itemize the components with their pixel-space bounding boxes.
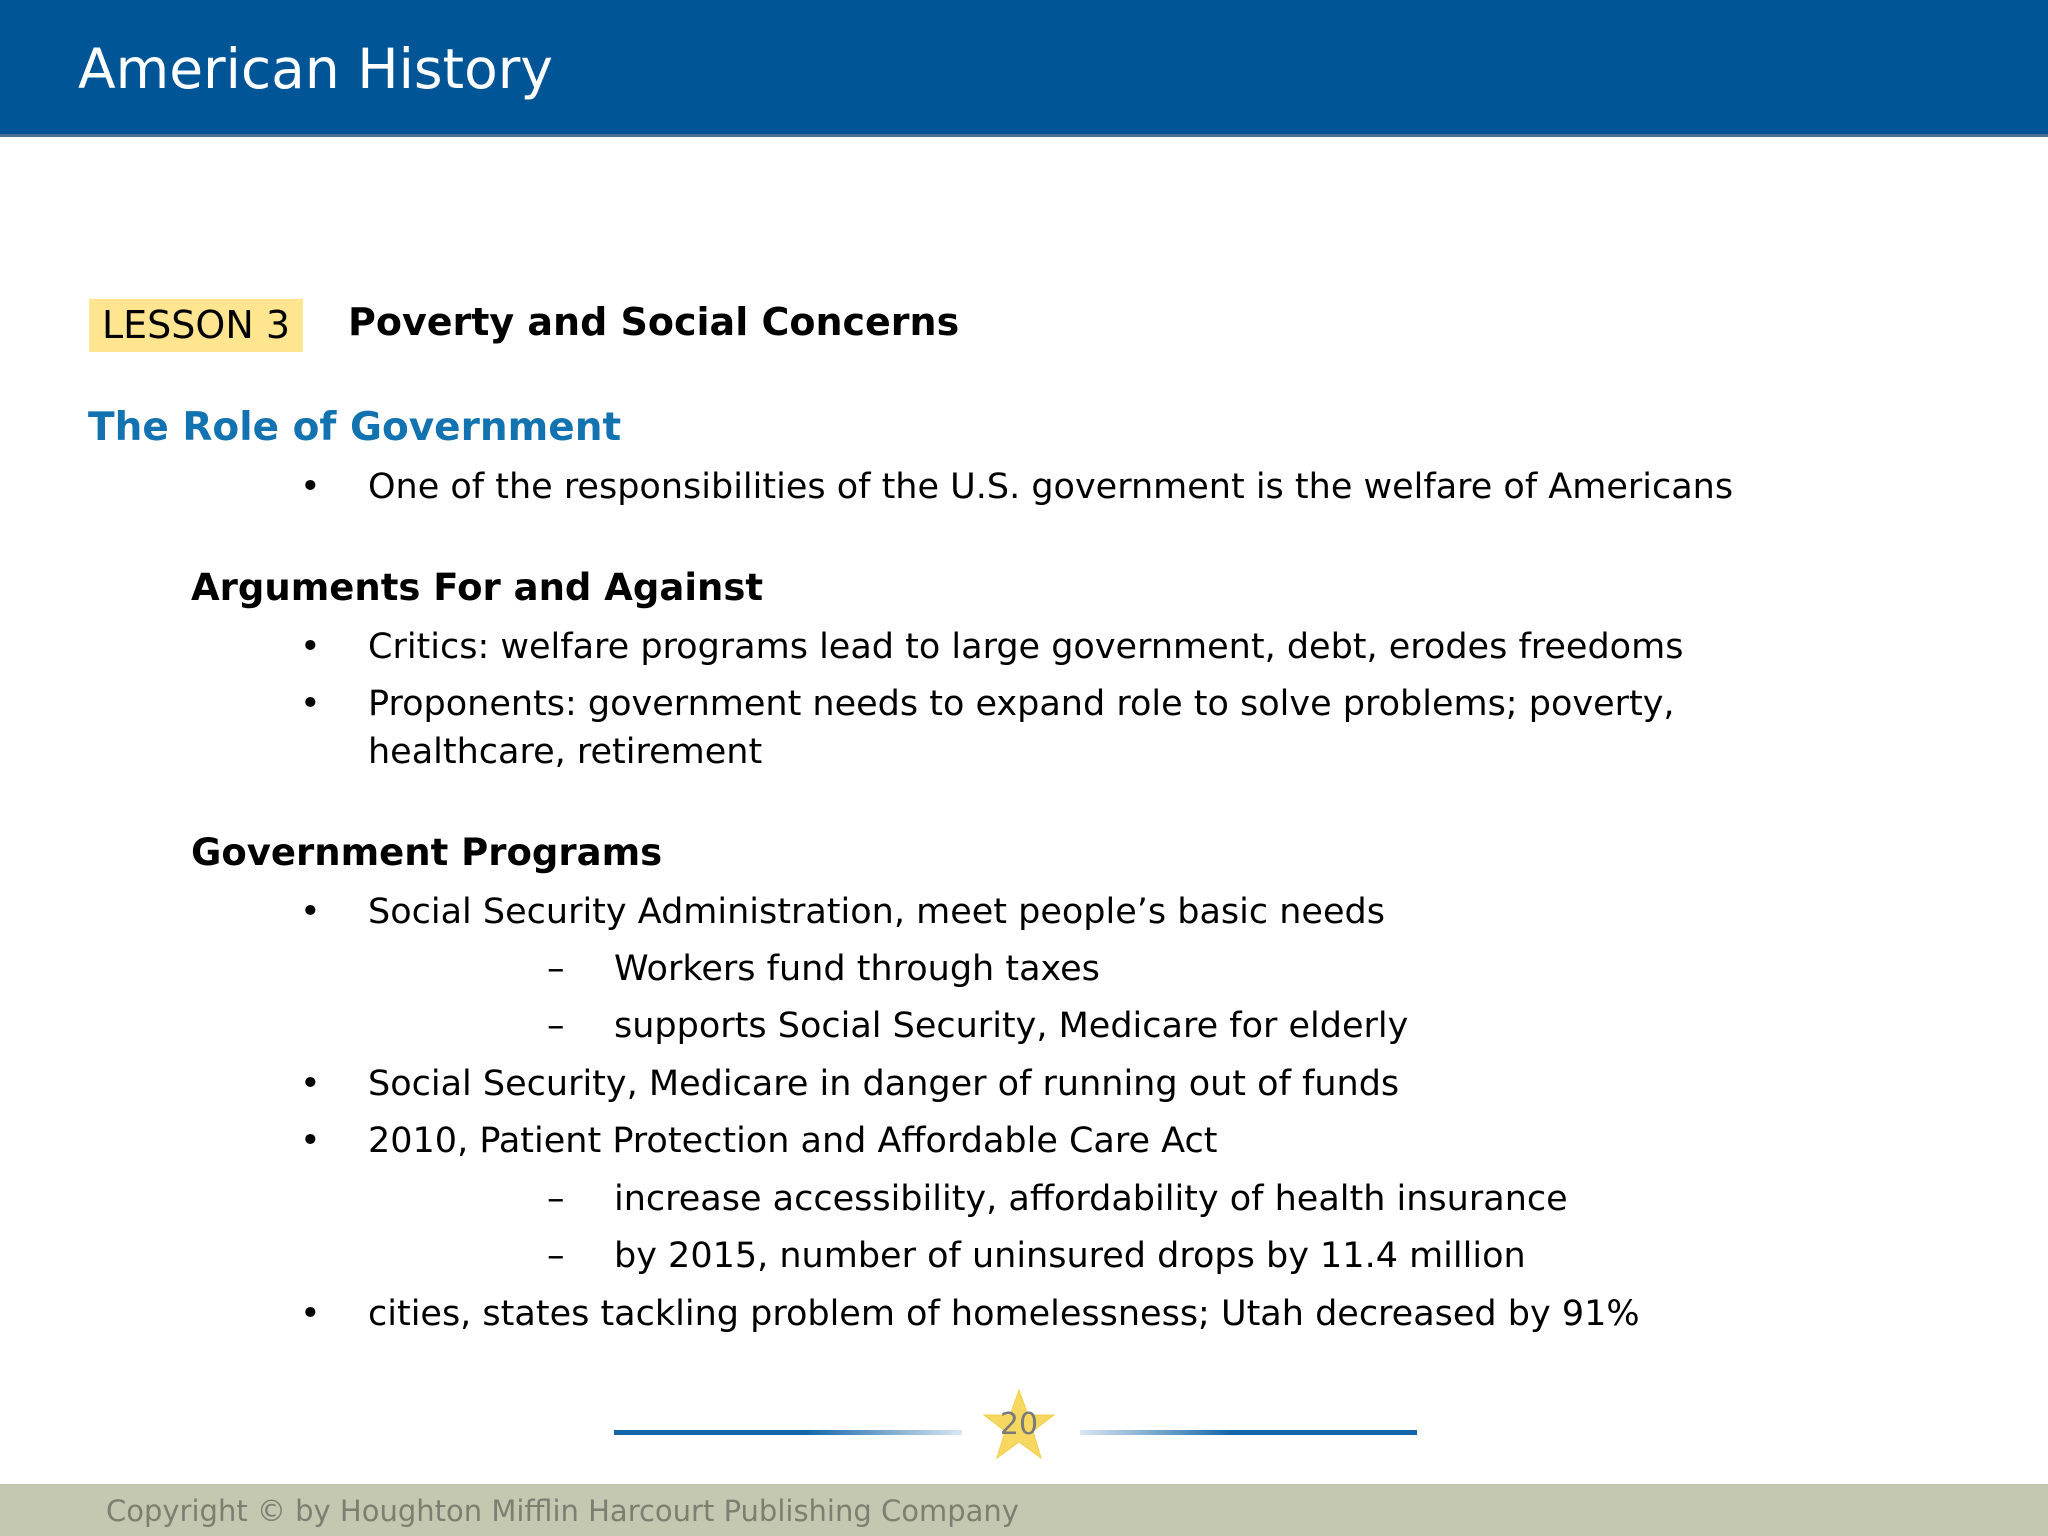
- page-divider-left: [614, 1430, 962, 1435]
- bullet-text: One of the responsibilities of the U.S. government is the welfare of Americans: [368, 467, 1734, 507]
- bullet-marker: •: [300, 1121, 321, 1161]
- dash-marker: –: [547, 949, 565, 989]
- sub-item-text: increase accessibility, affordability of health insurance: [614, 1179, 1568, 1219]
- sub-item-text: by 2015, number of uninsured drops by 11.4 million: [614, 1236, 1526, 1276]
- bullet-marker: •: [300, 467, 321, 507]
- bullet-marker: •: [300, 892, 321, 932]
- lesson-title: Poverty and Social Concerns: [348, 300, 960, 344]
- copyright-text: Copyright © by Houghton Mifflin Harcourt Publishing Company: [106, 1494, 1019, 1528]
- lesson-badge: LESSON 3: [89, 299, 303, 352]
- bullet-text: Critics: welfare programs lead to large government, debt, erodes freedoms: [368, 627, 1684, 667]
- bullet-text: cities, states tackling problem of homelessness; Utah decreased by 91%: [368, 1294, 1640, 1334]
- bullet-text: 2010, Patient Protection and Affordable Care Act: [368, 1121, 1218, 1161]
- dash-marker: –: [547, 1236, 565, 1276]
- bullet-text: Proponents: government needs to expand role to solve problems; poverty, healthcare, retirement: [368, 684, 1675, 772]
- bullet-marker: •: [300, 627, 321, 667]
- bullet-text: Social Security Administration, meet people’s basic needs: [368, 892, 1385, 932]
- bullet-marker: •: [300, 1294, 321, 1334]
- dash-marker: –: [547, 1006, 565, 1046]
- sub-item-text: Workers fund through taxes: [614, 949, 1100, 989]
- page-divider-right: [1080, 1430, 1417, 1435]
- sub-item-text: supports Social Security, Medicare for elderly: [614, 1006, 1409, 1046]
- dash-marker: –: [547, 1179, 565, 1219]
- page-number: 20: [999, 1407, 1039, 1442]
- section-title: The Role of Government: [88, 405, 622, 450]
- subheading-programs: Government Programs: [191, 831, 663, 874]
- bullet-marker: •: [300, 684, 321, 724]
- bullet-text: Social Security, Medicare in danger of running out of funds: [368, 1064, 1400, 1104]
- bullet-marker: •: [300, 1064, 321, 1104]
- header-title: American History: [78, 37, 553, 101]
- subheading-arguments: Arguments For and Against: [191, 566, 764, 609]
